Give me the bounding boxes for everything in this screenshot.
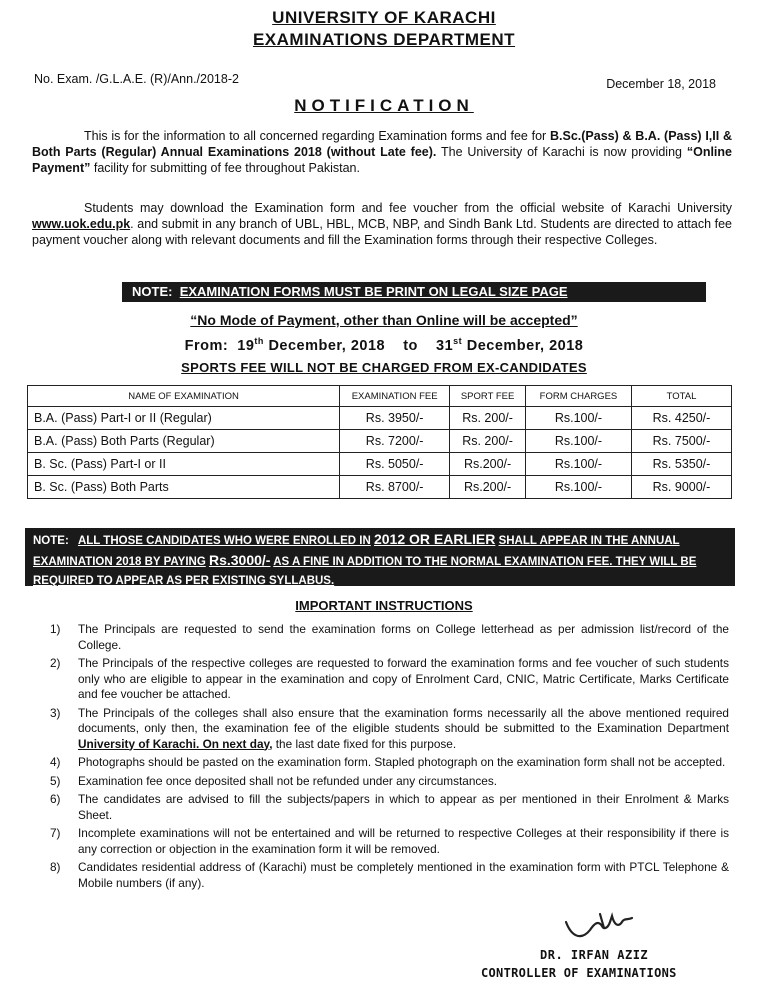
list-item bbox=[34, 860, 729, 891]
cell-form-charges: Rs.100/- bbox=[525, 453, 631, 476]
item-text: Incomplete examinations will not be entertained and will be returned to respective Colleges at their responsibility if there is any correction or objection in the examination form it will be removed. bbox=[78, 826, 729, 856]
table-row bbox=[28, 430, 732, 453]
header-exam-fee: EXAMINATION FEE bbox=[340, 386, 450, 407]
note-label: NOTE: bbox=[132, 284, 173, 299]
cell-total: Rs. 9000/- bbox=[631, 476, 731, 499]
item-number: 8) bbox=[50, 860, 61, 874]
online-payment-label: “Online Payment” bbox=[32, 145, 732, 175]
cell-sport-fee: Rs.200/- bbox=[450, 453, 526, 476]
instructions-title: IMPORTANT INSTRUCTIONS bbox=[295, 598, 473, 613]
schedule-line bbox=[0, 336, 768, 354]
cell-total: Rs. 4250/- bbox=[631, 407, 731, 430]
cell-exam-name: B. Sc. (Pass) Both Parts bbox=[28, 476, 340, 499]
item-underlined-text: University of Karachi. On next day, bbox=[78, 736, 273, 751]
list-item bbox=[34, 706, 729, 753]
item-text: Candidates residential address of (Karachi) must be completely mentioned in the examination form with PTCL Telephone & Mobile numbers (if any). bbox=[78, 860, 729, 890]
from-label: From: bbox=[184, 337, 229, 354]
cell-form-charges: Rs.100/- bbox=[525, 407, 631, 430]
fine-amount: Rs.3000/- bbox=[208, 552, 271, 568]
header-total: TOTAL bbox=[631, 386, 731, 407]
download-paragraph bbox=[32, 200, 732, 248]
item-text-2: the last date fixed for this purpose. bbox=[275, 736, 457, 751]
item-text: The Principals of the respective colleges are requested to forward the examination forms and fee voucher of such students only who are eligible to appear in the examination and copy of Enrolment Card, CNIC, Matric Certificate, Marks Certificate and fee voucher be attached. bbox=[78, 656, 729, 701]
notification-date: December 18, 2018 bbox=[606, 77, 716, 91]
reference-number: No. Exam. /G.L.A.E. (R)/Ann./2018-2 bbox=[34, 72, 239, 86]
list-item bbox=[34, 755, 729, 771]
department-title: EXAMINATIONS DEPARTMENT bbox=[252, 30, 516, 49]
download-text-2: . and submit in any branch of UBL, HBL, MCB, NBP, and Sindh Bank Ltd. Students are directed to attach fee payment voucher along with relevant documents and fill the Examination forms through their respective Colleges. bbox=[32, 217, 732, 247]
late-note-text-2: SHALL APPEAR IN THE ANNUAL EXAMINATION 2018 BY PAYING bbox=[33, 535, 680, 568]
cell-sport-fee: Rs. 200/- bbox=[450, 430, 526, 453]
table-row bbox=[28, 453, 732, 476]
item-text: The Principals are requested to send the examination forms on College letterhead as per admission list/record of the College. bbox=[78, 622, 729, 652]
late-note-text-3: AS A FINE IN ADDITION TO THE NORMAL EXAMINATION FEE. THEY WILL BE REQUIRED TO APPEAR AS PER EXISTING SYLLABUS. bbox=[33, 556, 697, 587]
table-row bbox=[28, 407, 732, 430]
cell-sport-fee: Rs. 200/- bbox=[450, 407, 526, 430]
intro-text: This is for the information to all concerned regarding Examination forms and fee for bbox=[84, 129, 547, 143]
to-suffix: st bbox=[453, 336, 463, 346]
cell-form-charges: Rs.100/- bbox=[525, 430, 631, 453]
list-item bbox=[34, 792, 729, 823]
to-month-year: December, 2018 bbox=[466, 337, 584, 354]
cell-exam-fee: Rs. 5050/- bbox=[340, 453, 450, 476]
intro-paragraph bbox=[32, 128, 732, 176]
payment-mode-note: “No Mode of Payment, other than Online will be accepted” bbox=[190, 312, 578, 328]
sports-fee-note: SPORTS FEE WILL NOT BE CHARGED FROM EX-CANDIDATES bbox=[181, 360, 587, 375]
cell-exam-name: B.A. (Pass) Part-I or II (Regular) bbox=[28, 407, 340, 430]
item-text: Photographs should be pasted on the examination form. Stapled photograph on the examination form shall not be accepted. bbox=[78, 755, 726, 769]
item-number: 1) bbox=[50, 622, 61, 636]
item-number: 3) bbox=[50, 705, 61, 720]
cell-exam-name: B. Sc. (Pass) Part-I or II bbox=[28, 453, 340, 476]
intro-text-2: The University of Karachi is now providing bbox=[441, 145, 682, 159]
cell-exam-fee: Rs. 8700/- bbox=[340, 476, 450, 499]
late-note-text-1: ALL THOSE CANDIDATES WHO WERE ENROLLED IN bbox=[77, 535, 371, 547]
notification-title: NOTIFICATION bbox=[294, 96, 474, 115]
signatory-name: DR. IRFAN AZIZ bbox=[540, 948, 649, 962]
from-day: 19 bbox=[237, 337, 255, 354]
to-day: 31 bbox=[436, 337, 454, 354]
list-item bbox=[34, 622, 729, 653]
exam-name: B.Sc.(Pass) & B.A. (Pass) I,II & Both Parts (Regular) Annual Examinations 2018 bbox=[32, 129, 732, 159]
to-label: to bbox=[403, 337, 418, 354]
item-number: 5) bbox=[50, 773, 61, 788]
late-candidates-note bbox=[25, 528, 735, 586]
list-item bbox=[34, 774, 729, 790]
item-text: Examination fee once deposited shall not be refunded under any circumstances. bbox=[78, 773, 498, 788]
item-number: 2) bbox=[50, 656, 61, 670]
legal-size-note bbox=[122, 282, 706, 302]
intro-text-3: facility for submitting of fee throughout Pakistan. bbox=[93, 161, 360, 175]
item-text: The candidates are advised to fill the subjects/papers in which to appear as per mentioned in their Enrolment & Marks Sheet. bbox=[78, 792, 729, 822]
from-suffix: th bbox=[254, 336, 264, 346]
header-form-charges: FORM CHARGES bbox=[525, 386, 631, 407]
late-fee-note: (without Late fee). bbox=[326, 145, 437, 159]
cell-exam-fee: Rs. 3950/- bbox=[340, 407, 450, 430]
item-text: The Principals of the colleges shall also ensure that the examination forms necessarily all the above mentioned required documents, only then, the examination fee of the eligible students should be submitted to the Examination Department bbox=[78, 705, 729, 735]
university-title: UNIVERSITY OF KARACHI bbox=[272, 8, 496, 27]
instructions-list bbox=[34, 622, 729, 894]
signatory-title: CONTROLLER OF EXAMINATIONS bbox=[481, 966, 677, 980]
list-item bbox=[34, 826, 729, 857]
cell-exam-name: B.A. (Pass) Both Parts (Regular) bbox=[28, 430, 340, 453]
cell-sport-fee: Rs.200/- bbox=[450, 476, 526, 499]
header-sport-fee: SPORT FEE bbox=[450, 386, 526, 407]
signature-scribble bbox=[560, 908, 640, 944]
from-month-year: December, 2018 bbox=[268, 337, 386, 354]
cell-total: Rs. 7500/- bbox=[631, 430, 731, 453]
download-text: Students may download the Examination form and fee voucher from the official website of Karachi University bbox=[84, 201, 732, 215]
legal-size-text: EXAMINATION FORMS MUST BE PRINT ON LEGAL SIZE PAGE bbox=[179, 284, 568, 299]
header-exam-name: NAME OF EXAMINATION bbox=[28, 386, 340, 407]
item-number: 4) bbox=[50, 755, 61, 769]
table-row bbox=[28, 476, 732, 499]
list-item bbox=[34, 656, 729, 703]
item-number: 7) bbox=[50, 826, 61, 840]
item-number: 6) bbox=[50, 792, 61, 806]
cell-exam-fee: Rs. 7200/- bbox=[340, 430, 450, 453]
fee-table-header bbox=[28, 386, 732, 407]
fee-table bbox=[27, 385, 732, 499]
note-label: NOTE: bbox=[33, 535, 69, 547]
website-link[interactable]: www.uok.edu.pk bbox=[32, 217, 131, 231]
cell-total: Rs. 5350/- bbox=[631, 453, 731, 476]
cell-form-charges: Rs.100/- bbox=[525, 476, 631, 499]
year-cutoff: 2012 OR EARLIER bbox=[373, 531, 496, 547]
